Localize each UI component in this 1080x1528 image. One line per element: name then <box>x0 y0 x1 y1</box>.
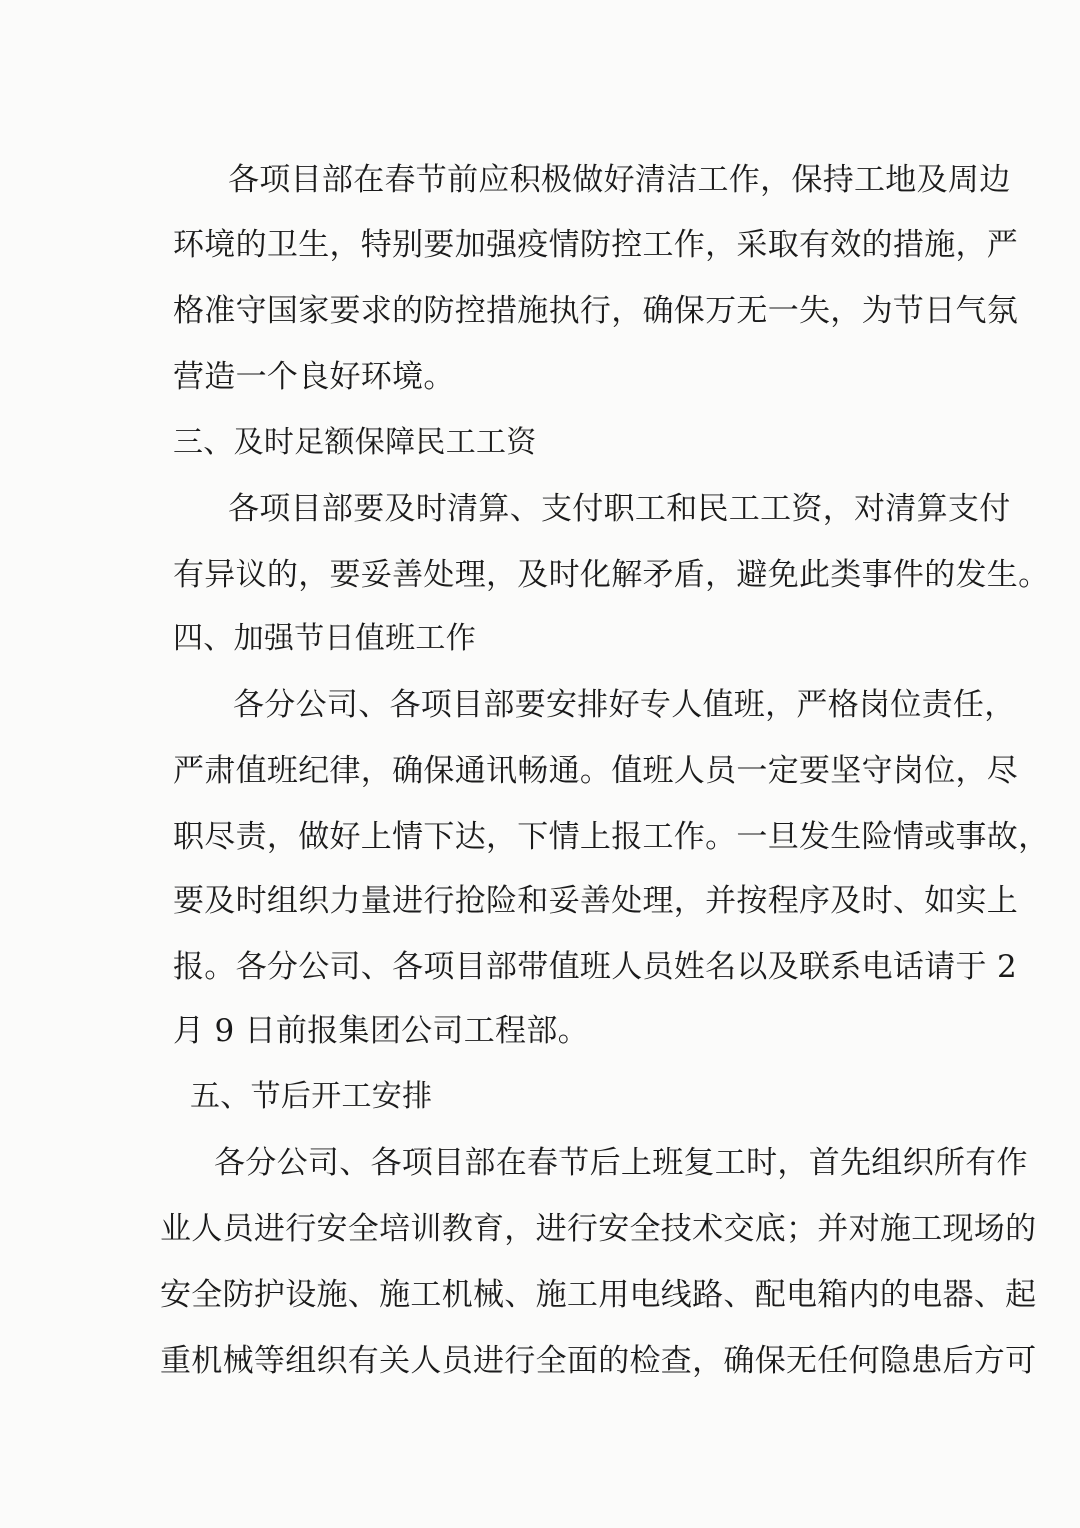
paragraph-line: 月 9 日前报集团公司工程部。 <box>173 1013 589 1049</box>
section-heading: 四、加强节日值班工作 <box>173 621 476 656</box>
paragraph-line: 营造一个良好环境。 <box>173 359 455 395</box>
paragraph-line: 职尽责，做好上情下达，下情上报工作。一旦发生险情或事故， <box>173 819 1050 855</box>
paragraph-line: 要及时组织力量进行抢险和妥善处理，并按程序及时、如实上 <box>173 883 1019 919</box>
paragraph-line: 格准守国家要求的防控措施执行，确保万无一失，为节日气氛 <box>173 293 1019 329</box>
paragraph-line: 各分公司、各项目部在春节后上班复工时，首先组织所有作 <box>214 1145 1028 1181</box>
paragraph-line: 各分公司、各项目部要安排好专人值班，严格岗位责任， <box>233 687 1016 723</box>
paragraph-line: 严肃值班纪律，确保通讯畅通。值班人员一定要坚守岗位，尽 <box>173 753 1019 789</box>
paragraph-line: 报。各分公司、各项目部带值班人员姓名以及联系电话请于 2 <box>173 949 1017 985</box>
section-heading: 三、及时足额保障民工工资 <box>173 425 537 460</box>
paragraph-line: 安全防护设施、施工机械、施工用电线路、配电箱内的电器、起 <box>160 1277 1037 1313</box>
paragraph-line: 各项目部要及时清算、支付职工和民工工资，对清算支付 <box>228 491 1011 527</box>
paragraph-line: 有异议的，要妥善处理，及时化解矛盾，避免此类事件的发生。 <box>173 557 1050 593</box>
paragraph-line: 各项目部在春节前应积极做好清洁工作，保持工地及周边 <box>228 162 1011 198</box>
paragraph-line: 重机械等组织有关人员进行全面的检查，确保无任何隐患后方可 <box>160 1343 1037 1379</box>
section-heading: 五、节后开工安排 <box>190 1079 433 1114</box>
paragraph-line: 环境的卫生，特别要加强疫情防控工作，采取有效的措施，严 <box>173 227 1019 263</box>
paragraph-line: 业人员进行安全培训教育，进行安全技术交底；并对施工现场的 <box>160 1211 1037 1247</box>
